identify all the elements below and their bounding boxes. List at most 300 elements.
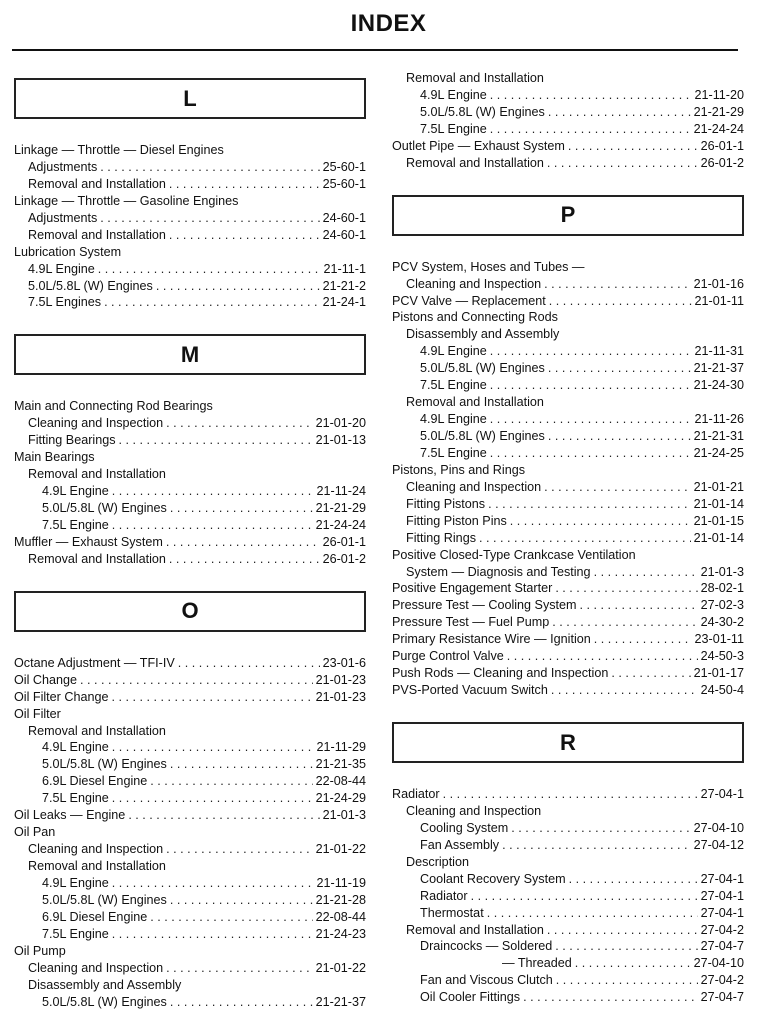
title-rule: [12, 49, 738, 51]
entry-label: Description: [406, 854, 469, 869]
entry-label: Main Bearings: [14, 450, 95, 465]
entry-label: Removal and Installation: [406, 71, 544, 85]
entry-label: Removal and Installation: [28, 227, 166, 242]
index-entry: [14, 960, 366, 977]
entry-label: Radiator: [420, 888, 468, 903]
index-entry: [392, 293, 744, 310]
entry-page-ref: 24-60-1: [322, 227, 366, 242]
dot-leader: [580, 597, 698, 614]
entry-label: Lubrication System: [14, 244, 122, 259]
dot-leader: [547, 922, 698, 939]
dot-leader: [488, 496, 690, 513]
section-letter-m: M: [14, 334, 366, 375]
dot-leader: [166, 841, 312, 858]
entry-label: 4.9L Engine: [42, 875, 109, 890]
index-entry: [14, 278, 366, 295]
entry-page-ref: 27-04-2: [700, 973, 744, 988]
index-entry: [14, 432, 366, 449]
entry-label: Cleaning and Inspection: [28, 416, 164, 431]
entry-label: 7.5L Engine: [42, 791, 109, 806]
entry-label: Removal and Installation: [406, 155, 544, 170]
entry-page-ref: 21-01-17: [693, 666, 744, 681]
index-entry: [14, 943, 366, 960]
entry-page-ref: 21-01-23: [315, 672, 366, 687]
index-entry: [14, 449, 366, 466]
entry-label: PCV Valve — Replacement: [392, 293, 546, 308]
entry-label: Oil Filter: [14, 706, 61, 721]
index-entry: [392, 955, 744, 972]
entry-page-ref: 21-11-29: [316, 740, 366, 755]
entry-label: Oil Pan: [14, 825, 56, 840]
dot-leader: [166, 415, 312, 432]
entry-page-ref: 27-04-10: [693, 820, 744, 835]
index-entry: [392, 445, 744, 462]
index-entry: [14, 739, 366, 756]
entry-label: Adjustments: [28, 210, 98, 225]
entry-label: 7.5L Engine: [420, 378, 487, 393]
entry-label: Oil Filter Change: [14, 689, 109, 704]
entry-page-ref: 21-01-11: [694, 293, 744, 308]
entry-label: 5.0L/5.8L (W) Engines: [420, 361, 545, 376]
entry-page-ref: 21-11-31: [694, 344, 744, 359]
entry-page-ref: 21-01-21: [693, 479, 744, 494]
entry-label: Pistons and Connecting Rods: [392, 310, 558, 325]
index-entry: [392, 888, 744, 905]
entry-page-ref: 21-01-14: [693, 530, 744, 545]
index-entry: [392, 121, 744, 138]
dot-leader: [548, 360, 691, 377]
entry-label: Positive Engagement Starter: [392, 581, 553, 596]
entry-label: 6.9L Diesel Engine: [42, 774, 148, 789]
dot-leader: [548, 104, 691, 121]
index-entry: [14, 672, 366, 689]
entry-page-ref: 21-21-35: [315, 757, 366, 772]
entry-page-ref: 21-21-2: [322, 278, 366, 293]
entry-label: Fitting Piston Pins: [406, 513, 507, 528]
index-entry: [392, 513, 744, 530]
dot-leader: [490, 445, 691, 462]
entry-label: Positive Closed-Type Crankcase Ventilation: [392, 547, 636, 562]
entry-label: Push Rods — Cleaning and Inspection: [392, 666, 609, 681]
entry-label: 7.5L Engine: [420, 121, 487, 136]
entry-page-ref: 21-01-3: [700, 564, 744, 579]
entry-page-ref: 21-01-23: [315, 689, 366, 704]
dot-leader: [569, 871, 698, 888]
section-gap: [14, 311, 366, 334]
dot-leader: [487, 905, 698, 922]
index-entry: [14, 159, 366, 176]
entry-label: 4.9L Engine: [420, 87, 487, 102]
index-entry: [14, 261, 366, 278]
entry-label: Outlet Pipe — Exhaust System: [392, 138, 565, 153]
entry-page-ref: 21-24-24: [315, 517, 366, 532]
entry-page-ref: 21-21-28: [315, 892, 366, 907]
entry-page-ref: 27-04-10: [693, 956, 744, 971]
dot-leader: [166, 534, 320, 551]
index-entry: [14, 841, 366, 858]
dot-leader: [555, 580, 697, 597]
entry-label: Adjustments: [28, 159, 98, 174]
entry-label: Oil Pump: [14, 943, 66, 958]
dot-leader: [523, 989, 697, 1006]
entry-page-ref: 21-11-20: [694, 87, 744, 102]
entry-page-ref: 21-24-24: [693, 121, 744, 136]
dot-leader: [150, 773, 312, 790]
dot-leader: [112, 875, 314, 892]
index-entry: [392, 496, 744, 513]
entry-label: Radiator: [392, 787, 440, 801]
dot-leader: [169, 176, 320, 193]
entry-page-ref: 27-04-7: [700, 990, 744, 1005]
entry-label: Cleaning and Inspection: [406, 803, 542, 818]
entry-label: 5.0L/5.8L (W) Engines: [28, 278, 153, 293]
index-entry: [392, 564, 744, 581]
index-entry: [392, 87, 744, 104]
index-entry: [392, 972, 744, 989]
section-gap: [392, 172, 744, 195]
entry-page-ref: 21-11-26: [694, 412, 744, 427]
entry-label: 7.5L Engine: [42, 517, 109, 532]
dot-leader: [479, 530, 691, 547]
entry-label: Primary Resistance Wire — Ignition: [392, 632, 591, 647]
entry-label: Fitting Pistons: [406, 496, 486, 511]
index-entry: [392, 786, 744, 803]
entry-label: Oil Leaks — Engine: [14, 808, 126, 823]
entry-label: PVS-Ported Vacuum Switch: [392, 683, 548, 698]
entry-page-ref: 21-01-14: [693, 496, 744, 511]
index-entry: [14, 875, 366, 892]
dot-leader: [552, 614, 697, 631]
entry-label: 5.0L/5.8L (W) Engines: [42, 892, 167, 907]
entry-page-ref: 27-04-7: [700, 939, 744, 954]
entry-page-ref: 21-01-3: [322, 808, 366, 823]
page-title: INDEX: [350, 10, 427, 37]
dot-leader: [170, 756, 313, 773]
index-entry: [392, 905, 744, 922]
dot-leader: [555, 938, 697, 955]
dot-leader: [170, 892, 313, 909]
dot-leader: [443, 786, 698, 803]
entry-label: Muffler — Exhaust System: [14, 534, 163, 549]
entry-label: 4.9L Engine: [420, 412, 487, 427]
entry-label: Cooling System: [420, 820, 509, 835]
dot-leader: [507, 648, 698, 665]
index-entry: [392, 922, 744, 939]
dot-leader: [104, 294, 320, 311]
index-entry: [14, 790, 366, 807]
entry-label: Removal and Installation: [28, 859, 166, 873]
index-entry: [14, 415, 366, 432]
dot-leader: [169, 227, 320, 244]
index-entry: [392, 547, 744, 564]
entry-page-ref: 21-24-30: [693, 378, 744, 393]
index-entry: [14, 483, 366, 500]
entry-label: Cleaning and Inspection: [28, 960, 164, 975]
entry-label: 4.9L Engine: [28, 261, 95, 276]
entry-label: Removal and Installation: [406, 922, 544, 937]
entry-label: Linkage — Throttle — Gasoline Engines: [14, 193, 239, 208]
dot-leader: [490, 343, 692, 360]
entry-page-ref: 21-21-29: [315, 501, 366, 515]
entry-label: Oil Cooler Fittings: [420, 990, 521, 1005]
index-entry: [392, 411, 744, 428]
index-entry: [14, 892, 366, 909]
entry-page-ref: 28-02-1: [700, 581, 744, 596]
index-entry: [14, 398, 366, 415]
dot-leader: [100, 159, 319, 176]
entry-page-ref: 21-01-22: [315, 842, 366, 857]
entry-page-ref: 26-01-1: [322, 534, 366, 549]
entry-label: Disassembly and Assembly: [28, 977, 182, 992]
index-entry: [14, 824, 366, 841]
entry-label: Pressure Test — Cooling System: [392, 598, 577, 613]
index-entry: [392, 276, 744, 293]
entry-page-ref: 21-24-29: [315, 791, 366, 806]
index-entry: [14, 176, 366, 193]
entry-label: — Threaded: [502, 956, 572, 971]
entry-page-ref: 27-04-1: [700, 905, 744, 920]
entry-page-ref: 21-24-1: [322, 295, 366, 310]
entry-label: 6.9L Diesel Engine: [42, 909, 148, 924]
index-entry: [14, 244, 366, 261]
entry-page-ref: 27-04-12: [693, 837, 744, 852]
section-letter-l: L: [14, 78, 366, 119]
index-entry: [392, 259, 744, 276]
index-entry: [14, 756, 366, 773]
entry-page-ref: 23-01-6: [322, 655, 366, 670]
dot-leader: [112, 926, 313, 943]
entry-label: Coolant Recovery System: [420, 871, 566, 886]
entry-page-ref: 21-21-37: [693, 361, 744, 376]
entry-page-ref: 24-50-3: [700, 649, 744, 664]
entry-label: 7.5L Engine: [42, 926, 109, 941]
index-entry: [14, 466, 366, 483]
index-entry: [14, 193, 366, 210]
index-entry: [14, 706, 366, 723]
index-entry: [392, 682, 744, 699]
index-entry: [14, 977, 366, 994]
index-entry: [14, 655, 366, 672]
index-entry: [392, 837, 744, 854]
dot-leader: [112, 483, 314, 500]
index-entry: [14, 926, 366, 943]
entry-page-ref: 21-01-15: [693, 513, 744, 528]
dot-leader: [490, 411, 692, 428]
entry-page-ref: 26-01-1: [700, 138, 744, 153]
entry-page-ref: 21-21-37: [315, 994, 366, 1009]
index-entry: [392, 326, 744, 343]
dot-leader: [490, 377, 691, 394]
dot-leader: [112, 790, 313, 807]
index-entry: [392, 343, 744, 360]
index-entry: [392, 871, 744, 888]
dot-leader: [128, 807, 319, 824]
index-entry: [14, 517, 366, 534]
index-entry: [392, 530, 744, 547]
entry-page-ref: 27-04-1: [700, 888, 744, 903]
entry-page-ref: 21-01-13: [315, 433, 366, 448]
entry-label: Cleaning and Inspection: [28, 842, 164, 857]
index-entry: [392, 309, 744, 326]
index-entry: [392, 377, 744, 394]
dot-leader: [156, 278, 320, 295]
dot-leader: [490, 121, 691, 138]
index-entry: [14, 689, 366, 706]
entry-label: 4.9L Engine: [42, 484, 109, 499]
entry-page-ref: 26-01-2: [322, 551, 366, 566]
entry-page-ref: 27-04-1: [700, 871, 744, 886]
index-entry: [392, 428, 744, 445]
entry-page-ref: 22-08-44: [315, 909, 366, 924]
entry-page-ref: 27-02-3: [700, 598, 744, 613]
entry-page-ref: 24-50-4: [700, 683, 744, 698]
entry-label: Disassembly and Assembly: [406, 327, 560, 342]
index-entry: [392, 648, 744, 665]
entry-page-ref: 25-60-1: [322, 159, 366, 174]
dot-leader: [112, 689, 313, 706]
dot-leader: [549, 293, 692, 310]
entry-label: Linkage — Throttle — Diesel Engines: [14, 143, 224, 157]
entry-label: Purge Control Valve: [392, 649, 504, 664]
dot-leader: [575, 955, 691, 972]
dot-leader: [547, 155, 698, 172]
dot-leader: [556, 972, 698, 989]
index-entry: [392, 462, 744, 479]
dot-leader: [166, 960, 312, 977]
dot-leader: [490, 87, 692, 104]
dot-leader: [568, 138, 698, 155]
index-entry: [392, 104, 744, 121]
section-gap: [14, 568, 366, 591]
entry-page-ref: 27-04-1: [700, 787, 744, 801]
entry-label: Thermostat: [420, 905, 484, 920]
index-entry: [14, 858, 366, 875]
index-entry: [392, 614, 744, 631]
entry-label: Pistons, Pins and Rings: [392, 462, 526, 477]
entry-label: 5.0L/5.8L (W) Engines: [42, 994, 167, 1009]
dot-leader: [544, 479, 690, 496]
entry-page-ref: 21-11-19: [316, 875, 366, 890]
entry-label: Removal and Installation: [28, 551, 166, 566]
dot-leader: [150, 909, 312, 926]
dot-leader: [594, 564, 698, 581]
dot-leader: [502, 837, 690, 854]
index-entry: [392, 360, 744, 377]
index-entry: [14, 500, 366, 517]
entry-page-ref: 24-60-1: [322, 210, 366, 225]
entry-page-ref: 21-11-24: [316, 484, 366, 499]
dot-leader: [170, 994, 313, 1011]
index-entry: [392, 938, 744, 955]
index-entry: [14, 534, 366, 551]
entry-page-ref: 21-21-31: [693, 429, 744, 443]
entry-label: 5.0L/5.8L (W) Engines: [420, 429, 545, 443]
entry-page-ref: 21-01-16: [693, 276, 744, 291]
dot-leader: [510, 513, 691, 530]
dot-leader: [112, 739, 314, 756]
dot-leader: [594, 631, 692, 648]
entry-label: Draincocks — Soldered: [420, 939, 553, 954]
index-entry: [14, 807, 366, 824]
index-column-right: [392, 70, 744, 1006]
entry-label: 4.9L Engine: [420, 344, 487, 359]
dot-leader: [548, 428, 691, 445]
entry-label: 5.0L/5.8L (W) Engines: [42, 757, 167, 772]
entry-page-ref: 24-30-2: [700, 615, 744, 630]
entry-label: Main and Connecting Rod Bearings: [14, 399, 213, 414]
entry-label: Fan and Viscous Clutch: [420, 973, 553, 988]
entry-page-ref: 21-24-23: [315, 926, 366, 941]
index-entry: [392, 665, 744, 682]
entry-label: 4.9L Engine: [42, 740, 109, 755]
index-entry: [392, 138, 744, 155]
entry-label: Octane Adjustment — TFI-IV: [14, 655, 175, 670]
entry-label: Removal and Installation: [28, 176, 166, 191]
index-entry: [392, 70, 744, 87]
index-entry: [392, 580, 744, 597]
section-letter-p: P: [392, 195, 744, 236]
dot-leader: [80, 672, 313, 689]
index-entry: [392, 597, 744, 614]
dot-leader: [100, 210, 319, 227]
index-entry: [14, 909, 366, 926]
index-entry: [14, 227, 366, 244]
index-entry: [392, 989, 744, 1006]
entry-label: Oil Change: [14, 672, 78, 687]
index-entry: [392, 820, 744, 837]
entry-label: 5.0L/5.8L (W) Engines: [420, 104, 545, 119]
index-entry: [392, 394, 744, 411]
index-entry: [392, 479, 744, 496]
index-entry: [14, 210, 366, 227]
entry-label: Pressure Test — Fuel Pump: [392, 615, 550, 630]
dot-leader: [544, 276, 690, 293]
entry-page-ref: 21-24-25: [693, 445, 744, 460]
entry-label: Fitting Bearings: [28, 433, 116, 448]
entry-page-ref: 21-01-22: [315, 960, 366, 975]
entry-label: Removal and Installation: [28, 723, 166, 738]
dot-leader: [178, 655, 320, 672]
index-entry: [14, 551, 366, 568]
entry-page-ref: 21-21-29: [693, 104, 744, 119]
dot-leader: [98, 261, 321, 278]
entry-page-ref: 21-01-20: [315, 416, 366, 431]
section-letter-r: R: [392, 722, 744, 763]
entry-page-ref: 23-01-11: [694, 632, 744, 647]
index-entry: [14, 773, 366, 790]
index-entry: [392, 631, 744, 648]
index-entry: [14, 142, 366, 159]
entry-label: System — Diagnosis and Testing: [406, 564, 591, 579]
section-letter-o: O: [14, 591, 366, 632]
entry-page-ref: 21-11-1: [323, 261, 366, 276]
dot-leader: [611, 665, 690, 682]
entry-label: Cleaning and Inspection: [406, 479, 542, 494]
entry-page-ref: 22-08-44: [315, 774, 366, 789]
entry-label: Fitting Rings: [406, 530, 476, 545]
index-column-left: [14, 78, 366, 1010]
entry-label: Removal and Installation: [28, 467, 166, 482]
entry-label: Fan Assembly: [420, 837, 500, 852]
index-entry: [392, 155, 744, 172]
entry-page-ref: 27-04-2: [700, 922, 744, 937]
entry-page-ref: 26-01-2: [700, 155, 744, 170]
index-entry: [392, 854, 744, 871]
index-entry: [14, 994, 366, 1011]
index-entry: [14, 294, 366, 311]
section-gap: [392, 699, 744, 722]
entry-page-ref: 25-60-1: [322, 176, 366, 191]
